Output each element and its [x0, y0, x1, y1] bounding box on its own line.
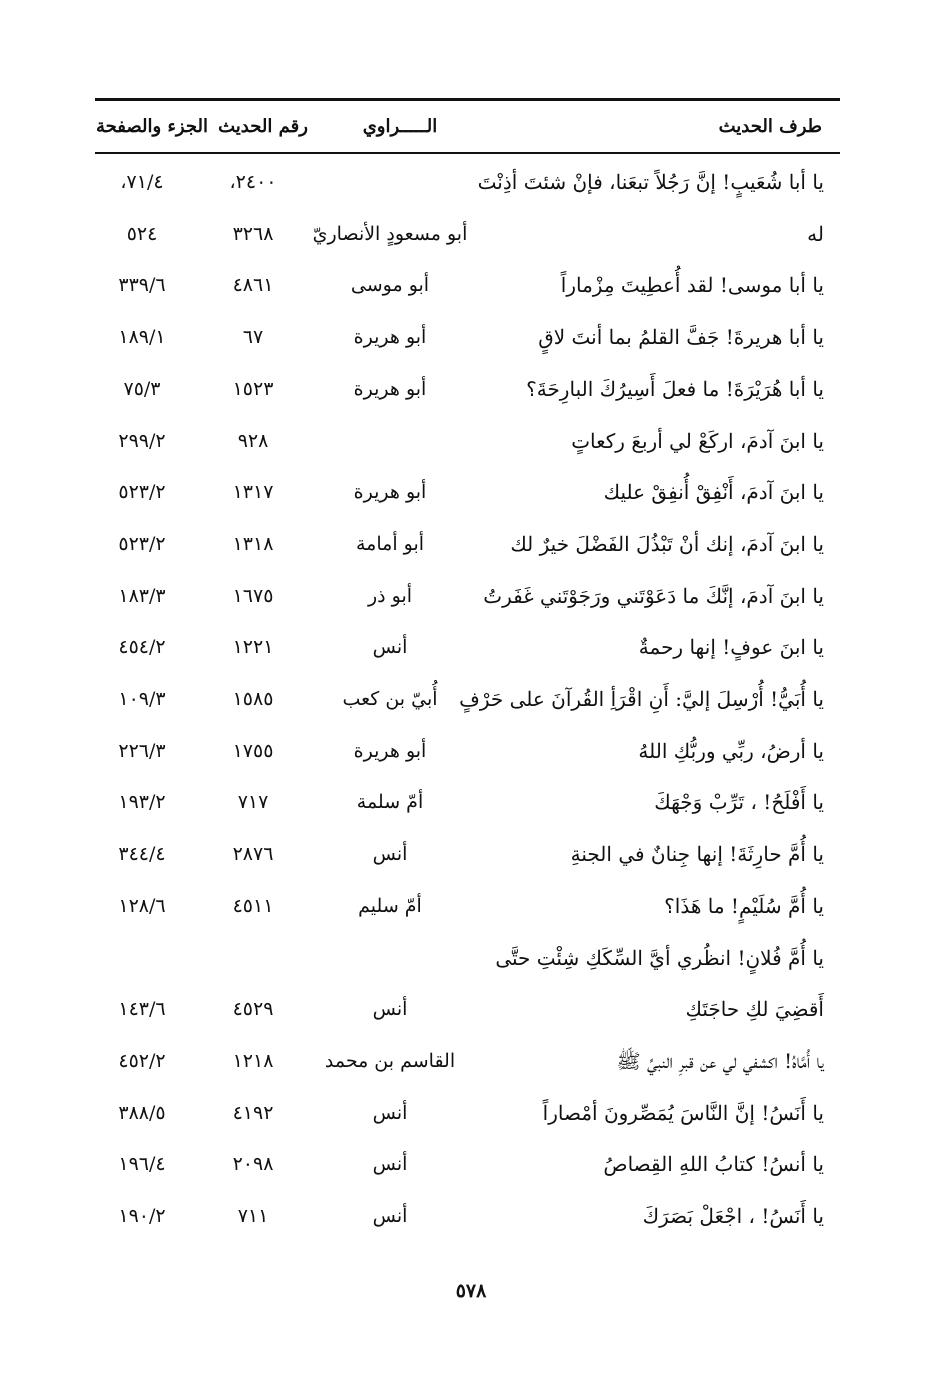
hadith-number: ٤٨٦١	[232, 274, 274, 296]
hadith-text: يا ابنَ عوفٍ! إنها رحمةٌ	[638, 635, 824, 659]
hadith-text: يا أَنَسُ! إنَّ النَّاسَ يُمَصِّرونَ أمْصاراً	[542, 1101, 824, 1125]
volume-page: ١٨٣/٣	[118, 585, 166, 607]
hadith-number: ١٣١٧	[232, 481, 274, 503]
hadith-text: يا أنسُ! كتابُ اللهِ القِصاصُ	[603, 1152, 824, 1176]
narrator-name: أنس	[372, 998, 408, 1020]
narrator-name: القاسم بن محمد	[324, 1050, 456, 1072]
volume-page: ١٩٠/٢	[118, 1205, 166, 1227]
volume-page: ٣٤٤/٤	[118, 843, 166, 865]
volume-page: ٢٢٦/٣	[118, 740, 166, 762]
volume-page: ١٤٣/٦	[118, 998, 166, 1020]
hadith-text: يا أُبَيُّ! أُرْسِلَ إليَّ: أَنِ اقْرَأِ القُرآنَ على حَرْفٍ	[459, 687, 824, 711]
hadith-number: ٢٨٧٦	[232, 843, 274, 865]
hadith-number: ١٢٢١	[232, 636, 274, 658]
hadith-number: ٧١١	[237, 1205, 269, 1227]
volume-page: ١٨٩/١	[118, 326, 166, 348]
narrator-name: أبو هريرة	[353, 740, 427, 762]
volume-page: ١٠٩/٣	[118, 688, 166, 710]
hadith-text: يا ابنَ آدمَ، إنك أنْ تَبْذُلَ الفَضْلَ خيرٌ لك	[510, 532, 824, 556]
hadith-number: ١٢١٨	[232, 1050, 274, 1072]
hadith-number: ٢٠٩٨	[232, 1153, 274, 1175]
hadith-text: يا أبا شُعَيبٍ! إنَّ رَجُلاً تبعَنا، فإنْ شئتَ أذِنْتَ	[477, 170, 824, 194]
narrator-name	[290, 944, 490, 972]
volume-page: ٣٣٩/٦	[118, 274, 166, 296]
header-volume-page: الجزء والصفحة	[96, 116, 208, 137]
hadith-number: ٦٧	[242, 326, 264, 348]
hadith-text: يا أُمَّاهُ! اكشفي لي عن قبرِ النبيِّ ﷺ	[616, 1049, 824, 1073]
page-number: ٥٧٨	[455, 1280, 487, 1302]
hadith-number	[193, 944, 313, 972]
volume-page: ٣٨٨/٥	[118, 1102, 166, 1124]
narrator-name: أنس	[372, 1153, 408, 1175]
hadith-text: يا أُمَّ حارِثَةَ! إنها جِنانٌ في الجنةِ	[570, 842, 824, 866]
hadith-text: أَقضِيَ لكِ حاجَتَكِ	[685, 997, 824, 1021]
narrator-name: أبو موسى	[350, 274, 430, 296]
hadith-number: ٤٥٢٩	[232, 998, 274, 1020]
volume-page: ٤٥٤/٢	[118, 636, 166, 658]
hadith-number: ١٥٢٣	[232, 378, 274, 400]
narrator-name: أبو هريرة	[353, 378, 427, 400]
volume-page: ١٩٣/٢	[118, 791, 166, 813]
narrator-name: أنس	[372, 636, 408, 658]
volume-page: ١٢٨/٦	[118, 895, 166, 917]
hadith-number: ٩٢٨	[237, 430, 269, 452]
header-hadith-start: طرف الحديث	[718, 116, 822, 137]
hadith-number: ١٦٧٥	[232, 585, 274, 607]
header-hadith-number: رقم الحديث	[218, 116, 308, 137]
narrator-name	[290, 168, 490, 196]
hadith-number: ٧١٧	[237, 791, 269, 813]
volume-page: ٤٥٢/٢	[118, 1050, 166, 1072]
volume-page	[82, 944, 202, 972]
hadith-text: يا أبا هريرةَ! جَفَّ القلمُ بما أنتَ لاقٍ	[538, 325, 824, 349]
volume-page: ٢٩٩/٢	[118, 430, 166, 452]
narrator-name: أنس	[372, 1102, 408, 1124]
hadith-number: ٢٤٠٠،	[229, 171, 277, 193]
hadith-number: ٣٢٦٨	[232, 223, 274, 245]
narrator-name: أبو هريرة	[353, 481, 427, 503]
volume-page: ٥٢٣/٢	[118, 481, 166, 503]
narrator-name	[290, 427, 490, 455]
hadith-number: ٤٥١١	[232, 895, 274, 917]
hadith-text: يا أَفْلَحُ! ، تَرِّبْ وَجْهَكَ	[654, 790, 824, 814]
volume-page: ٥٢٣/٢	[118, 533, 166, 555]
narrator-name: أبو هريرة	[353, 326, 427, 348]
narrator-name: أمّ سلمة	[356, 791, 424, 813]
narrator-name: أبو ذر	[367, 585, 413, 607]
hadith-number: ١٣١٨	[232, 533, 274, 555]
narrator-name: أبو أمامة	[355, 533, 425, 555]
volume-page: ٧١/٤،	[120, 171, 164, 193]
hadith-text: يا أرضُ، ربِّي وربُّكِ اللهُ	[638, 739, 824, 763]
hadith-text: يا أبا هُرَيْرَةَ! ما فعلَ أَسِيرُكَ البارِحَةَ؟	[526, 377, 824, 401]
hadith-number: ٤١٩٢	[232, 1102, 274, 1124]
volume-page: ٧٥/٣	[123, 378, 161, 400]
volume-page: ٥٢٤	[126, 223, 158, 245]
header-narrator: الـــــراوي	[362, 116, 438, 137]
narrator-name: أمّ سليم	[358, 895, 422, 917]
hadith-text: يا ابنَ آدمَ، أَنْفِقْ أُنفِقْ عليك	[603, 480, 824, 504]
hadith-text: له	[807, 222, 824, 246]
narrator-name: أنس	[372, 843, 408, 865]
hadith-text: يا أُمَّ سُلَيْمٍ! ما هَذَا؟	[664, 894, 824, 918]
volume-page: ١٩٦/٤	[118, 1153, 166, 1175]
hadith-number: ١٥٨٥	[232, 688, 274, 710]
hadith-text: يا أُمَّ فُلانٍ! انظُري أيَّ السِّكَكِ شِئْتِ حتَّى	[495, 946, 824, 970]
hadith-text: يا أبا موسى! لقد أُعطِيتَ مِزْماراً	[560, 273, 824, 297]
narrator-name: أنس	[372, 1205, 408, 1227]
hadith-text: يا أَنَسُ! ، اجْعَلْ بَصَرَكَ	[642, 1204, 824, 1228]
hadith-number: ١٧٥٥	[232, 740, 274, 762]
hadith-text: يا ابنَ آدمَ، اركَعْ لي أربعَ ركعاتٍ	[571, 429, 824, 453]
hadith-text: يا ابنَ آدمَ، إنَّكَ ما دَعَوْتَني ورَجَوْتَني غَفَرتُ	[483, 584, 824, 608]
narrator-name: أُبيّ بن كعب	[342, 688, 438, 710]
narrator-name: أبو مسعودٍ الأنصاريّ	[312, 223, 468, 245]
